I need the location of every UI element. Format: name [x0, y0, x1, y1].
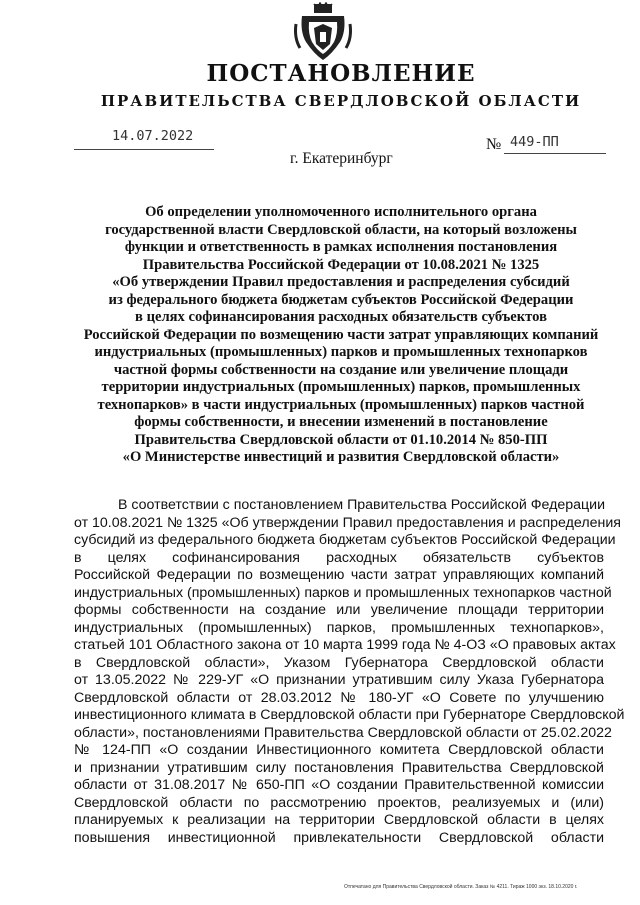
heading-line: Правительства Свердловской области от 01.10.2014 № 850-ПП — [134, 431, 548, 448]
heading-line: Правительства Российской Федерации от 10.08.2021 № 1325 — [142, 256, 540, 273]
heading-line: технопарков» в части индустриальных (промышленных) парков частной — [97, 396, 585, 413]
body-line: статьей 101 Областного закона от 10 марта 1999 года № 4-ОЗ «О правовых актах — [74, 637, 616, 653]
heading-line: государственной власти Свердловской области, на который возложены — [105, 221, 577, 238]
body-line: от 10.08.2021 № 1325 «Об утверждении Правил предоставления и распределения — [74, 514, 621, 531]
print-footer: Отпечатано для Правительства Свердловской области. Заказ № 4211. Тираж 1000 экз. 18.10.2020 г. — [344, 884, 578, 890]
document-heading — [68, 204, 614, 467]
number-underline — [504, 153, 606, 154]
heading-line: функции и ответственность в рамках исполнения постановления — [124, 239, 558, 255]
body-line: Свердловской области от 28.03.2012 № 180-УГ «О Совете по улучшению — [74, 689, 604, 706]
body-line: планируемых к реализации на территории Свердловской области в целях — [74, 812, 604, 828]
document-number: 449-ПП — [510, 134, 559, 150]
body-line: в целях софинансирования расходных обязательств субъектов — [74, 549, 604, 566]
heading-line: в целях софинансирования расходных обязательств субъектов — [135, 309, 547, 325]
document-title: ПОСТАНОВЛЕНИЕ — [206, 60, 476, 87]
heading-line: индустриальных (промышленных) парков и промышленных технопарков — [94, 344, 588, 360]
body-line: Российской Федерации по возмещению части затрат управляющих компаний — [74, 567, 604, 583]
body-line: в Свердловской области», Указом Губернатора Свердловской области — [74, 654, 604, 671]
body-line: области», постановлениями Правительства Свердловской области от 25.02.2022 — [74, 724, 612, 741]
heading-line: «Об утверждении Правил предоставления и распределения субсидий — [112, 274, 570, 290]
coat-of-arms-icon — [292, 2, 354, 64]
date-underline — [74, 149, 214, 150]
body-line: Свердловской области по рассмотрению проектов, реализуемых и (или) — [74, 794, 604, 811]
document-body — [74, 497, 625, 847]
body-line: повышения инвестиционной привлекательности Свердловской области — [74, 829, 604, 846]
body-line: и признании утратившим силу постановления Правительства Свердловской — [74, 759, 604, 776]
heading-line: из федерального бюджета бюджетам субъектов Российской Федерации — [108, 291, 574, 308]
body-line: индустриальных (промышленных) парков и промышленных технопарков частной — [74, 584, 612, 601]
document-city: г. Екатеринбург — [290, 150, 393, 167]
body-line: от 13.05.2022 № 229-УГ «О признании утратившим силу Указа Губернатора — [74, 672, 604, 688]
body-line: индустриальных (промышленных) парков, промышленных технопарков», — [74, 619, 604, 636]
heading-line: частной формы собственности на создание или увеличение площади — [113, 361, 569, 378]
body-line: субсидий из федерального бюджета бюджетам субъектов Российской Федерации — [74, 532, 616, 548]
body-line: инвестиционного климата в Свердловской области при Губернаторе Свердловской — [74, 707, 625, 723]
heading-line: территории индустриальных (промышленных) парков, промышленных — [101, 379, 581, 395]
body-line: области от 31.08.2017 № 650-ПП «О создании Правительственной комиссии — [74, 777, 604, 793]
number-sign: № — [486, 136, 502, 153]
body-line: формы собственности на создание или увеличение площади территории — [74, 602, 604, 618]
body-line: № 124-ПП «О создании Инвестиционного комитета Свердловской области — [74, 742, 604, 758]
heading-line: формы собственности, и внесении изменений в постановление — [134, 414, 548, 430]
document-date: 14.07.2022 — [112, 128, 194, 144]
body-line: В соответствии с постановлением Правительства Российской Федерации — [118, 497, 606, 513]
document-subtitle: ПРАВИТЕЛЬСТВА СВЕРДЛОВСКОЙ ОБЛАСТИ — [100, 92, 582, 110]
heading-line: Об определении уполномоченного исполнительного органа — [145, 204, 537, 220]
heading-line: Российской Федерации по возмещению части затрат управляющих компаний — [83, 326, 599, 343]
heading-line: «О Министерстве инвестиций и развития Свердловской области» — [122, 449, 560, 465]
